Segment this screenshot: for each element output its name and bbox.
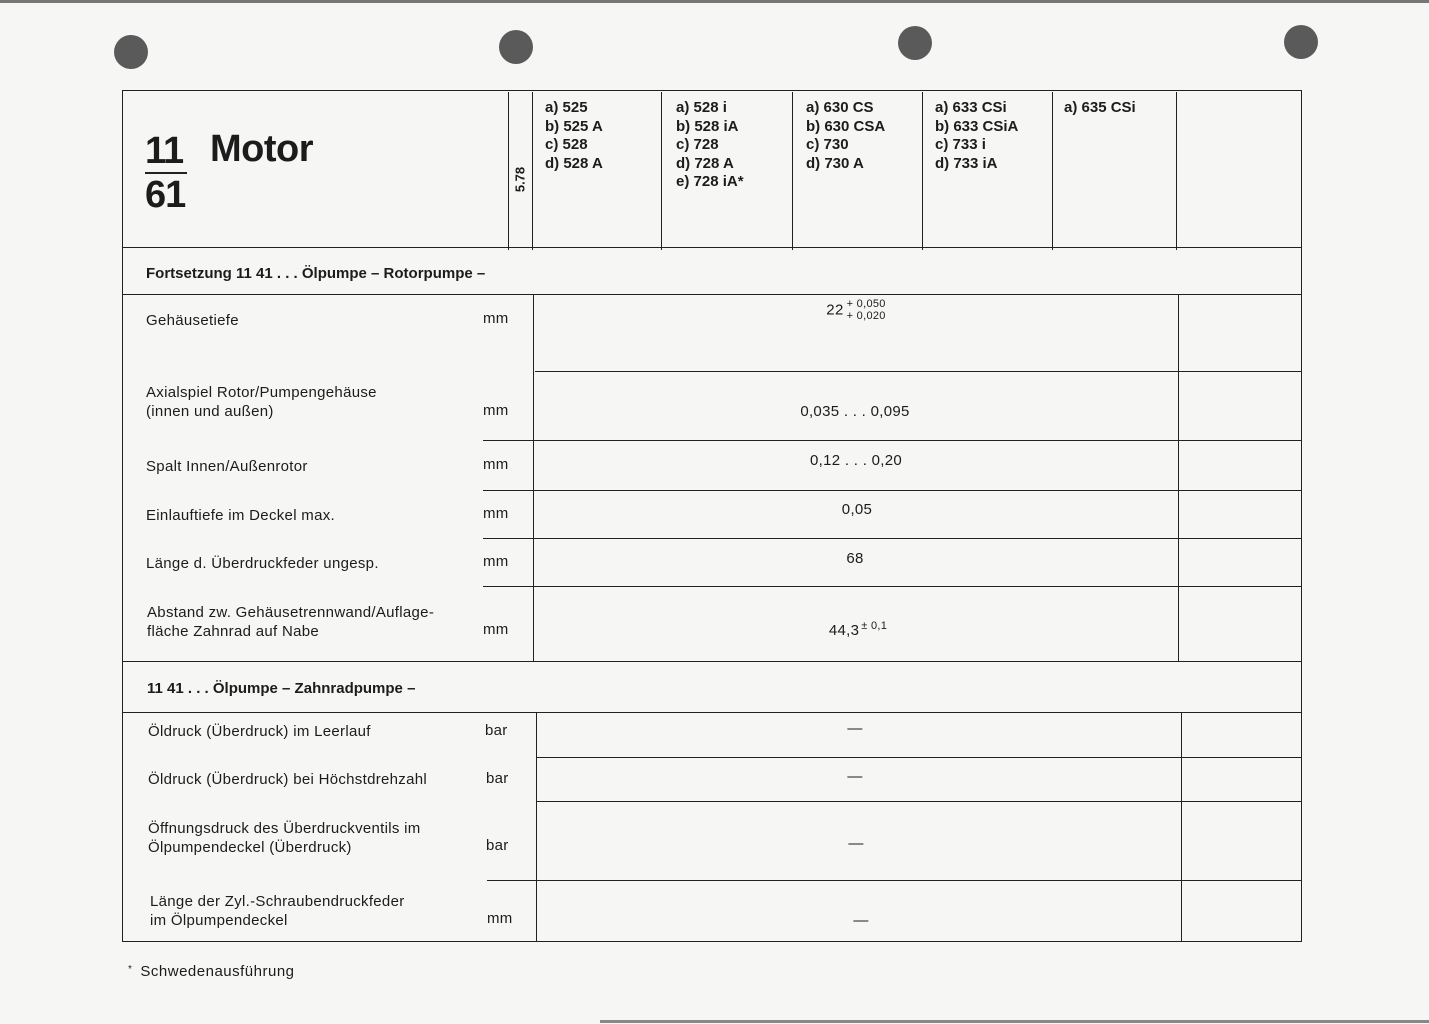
spec-value [758,620,958,639]
model-variant: b) 525 A [545,117,603,135]
footnote-mark: * [128,964,133,975]
footnote-text: Schwedenausführung [140,963,295,980]
punch-hole [114,35,148,69]
model-column [676,99,744,192]
issue-date: 5.78 [512,166,528,193]
header-divider [922,92,923,250]
spec-label: Einlauftiefe im Deckel max. [146,507,336,524]
model-column [935,99,1018,173]
spec-unit: mm [483,505,509,522]
header-divider [532,92,533,250]
header-divider [1052,92,1053,250]
section-rule [122,661,1302,662]
spec-label: Axialspiel Rotor/Pumpengehäuse [146,384,377,401]
tolerance-upper: + 0,050 [846,298,886,310]
section-rule [122,712,1302,713]
footnote [128,963,295,980]
spec-label: fläche Zahnrad auf Nabe [147,623,320,640]
model-variant: a) 630 CS [806,99,874,116]
spec-value: — [848,835,864,852]
model-variant: d) 528 A [545,154,603,172]
model-variant: e) 728 iA* [676,173,744,190]
spec-label: Abstand zw. Gehäusetrennwand/Auflage- [147,604,435,621]
spec-value: 68 [846,550,864,567]
model-variant: c) 728 [676,136,719,153]
row-rule [536,801,1302,802]
model-variant: b) 528 iA [676,117,739,135]
spec-unit: mm [487,910,513,927]
scan-edge-top [0,0,1429,3]
spec-unit: bar [485,722,508,739]
model-variant: c) 733 i [935,136,986,153]
section-title: Fortsetzung 11 41 . . . Ölpumpe – Rotorpumpe – [146,265,486,282]
model-variant: c) 730 [806,136,849,153]
spec-value: — [853,912,869,929]
row-rule [536,757,1302,758]
spec-unit: mm [483,456,509,473]
model-variant: a) 633 CSi [935,99,1007,116]
header-divider [661,92,662,250]
spec-label: Spalt Innen/Außenrotor [146,458,308,475]
model-column [545,99,603,173]
spec-value: — [847,768,863,785]
model-column [1064,99,1136,118]
punch-hole [1284,25,1318,59]
spec-label: Öffnungsdruck des Überdruckventils im [148,820,421,837]
spec-unit: mm [483,553,509,570]
header-divider [508,92,509,250]
spec-value-nominal: 22 [826,301,844,319]
model-variant: b) 633 CSiA [935,117,1019,135]
tolerance-lower: + 0,020 [846,310,886,322]
spec-label: Gehäusetiefe [146,312,239,329]
header-divider [792,92,793,250]
punch-hole [499,30,533,64]
remark-column-divider [1178,294,1179,662]
header-divider [1176,92,1177,250]
model-variant: d) 730 A [806,154,864,172]
chapter-number: 11 [145,130,184,172]
spec-value: 0,12 . . . 0,20 [809,452,903,469]
model-variant: a) 525 [545,99,588,116]
section-title: 11 41 . . . Ölpumpe – Zahnradpumpe – [147,680,416,697]
model-variant: c) 528 [545,136,588,153]
spec-value: — [847,720,863,737]
page-title: Motor [210,128,314,170]
spec-label: Ölpumpendeckel (Überdruck) [148,839,352,856]
row-rule [483,440,1302,441]
spec-label: Öldruck (Überdruck) bei Höchstdrehzahl [148,771,428,788]
spec-unit: mm [483,310,509,327]
value-column-divider [536,712,537,942]
row-rule [483,490,1302,491]
row-rule [483,538,1302,539]
spec-label: im Ölpumpendeckel [150,912,288,929]
value-column-divider [533,294,534,662]
row-rule [483,586,1302,587]
chapter-subnumber: 61 [145,174,186,216]
model-variant: b) 630 CSA [806,117,886,135]
spec-unit: mm [483,621,509,638]
section-rule [122,294,1302,295]
tolerance: ± 0,1 [861,620,888,632]
model-variant: a) 635 CSi [1064,99,1136,116]
spec-label: Länge der Zyl.-Schraubendruckfeder [150,893,405,910]
tolerance [847,298,886,322]
spec-unit: bar [486,770,509,787]
model-variant: d) 733 iA [935,154,998,172]
spec-value: 0,05 [841,501,873,518]
row-rule [535,371,1302,372]
spec-label: Öldruck (Überdruck) im Leerlauf [148,723,371,740]
punch-hole [898,26,932,60]
spec-unit: bar [486,837,509,854]
model-variant: d) 728 A [676,154,734,172]
spec-label: Länge d. Überdruckfeder ungesp. [146,555,379,572]
spec-value: 0,035 . . . 0,095 [800,403,910,420]
spec-unit: mm [483,402,509,419]
scan-edge-bottom [600,1020,1429,1023]
spec-value-nominal: 44,3 [828,622,860,639]
row-rule [487,880,1302,881]
remark-column-divider [1181,712,1182,942]
model-column [806,99,885,173]
header-rule [122,247,1302,248]
spec-value [756,298,956,322]
spec-label: (innen und außen) [146,403,274,420]
model-variant: a) 528 i [676,99,727,116]
